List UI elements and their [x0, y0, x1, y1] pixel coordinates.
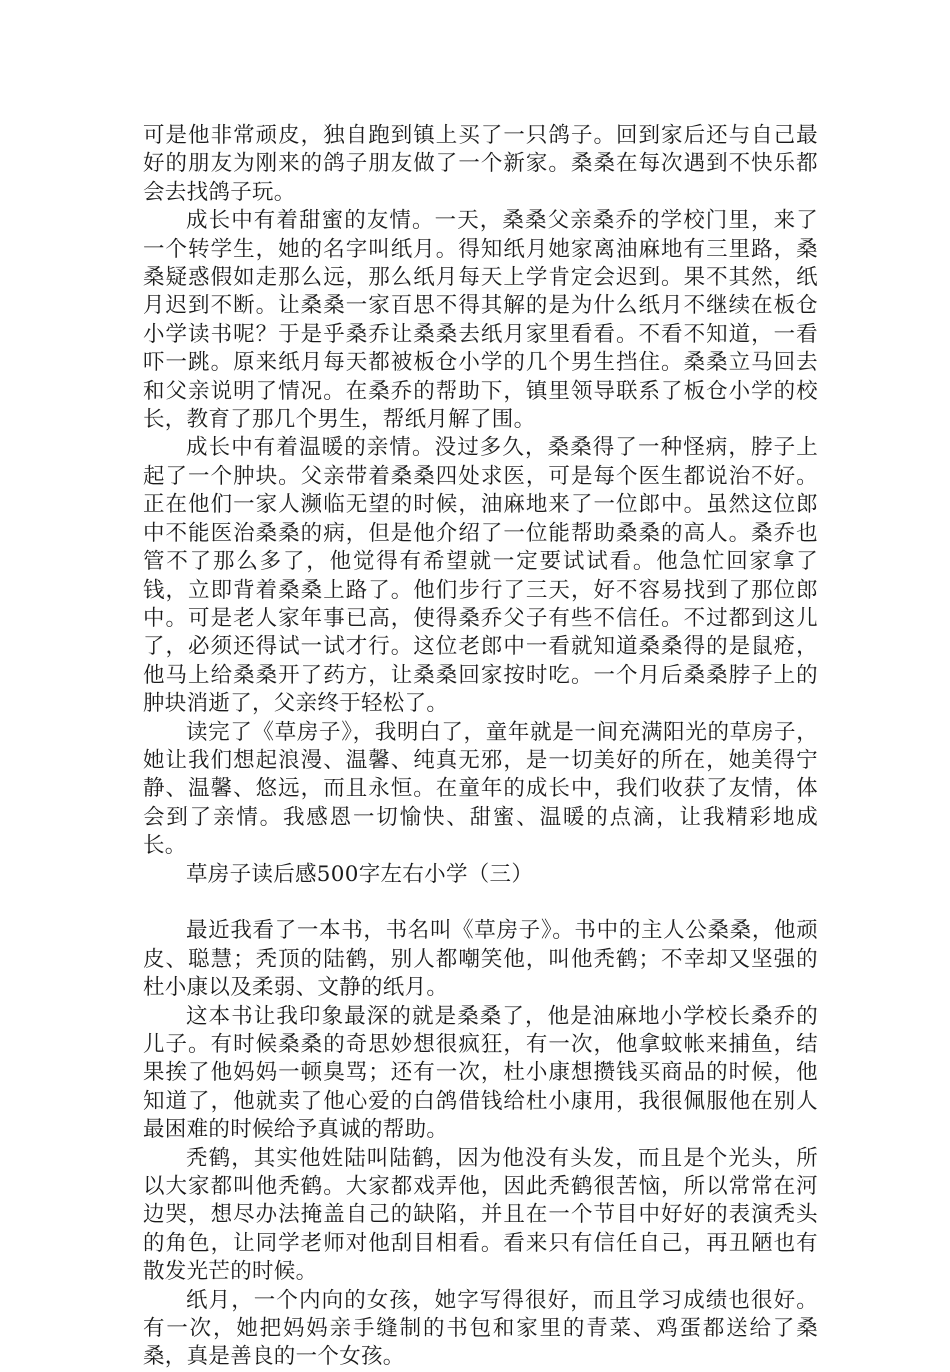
paragraph-continuation: 可是他非常顽皮，独自跑到镇上买了一只鸽子。回到家后还与自己最好的朋友为刚来的鸽子朋友做了一个新家。桑桑在每次遇到不快乐都会去找鸽子玩。 — [143, 123, 818, 205]
paragraph-intro: 最近我看了一本书，书名叫《草房子》。书中的主人公桑桑，他顽皮、聪慧；秃顶的陆鹤，别人都嘲笑他，叫他秃鹤；不幸却又坚强的杜小康以及柔弱、文静的纸月。 — [143, 918, 818, 1001]
blank-line — [143, 889, 818, 917]
section-heading: 草房子读后感500字左右小学（三） — [186, 861, 534, 887]
paragraph-friendship: 成长中有着甜蜜的友情。一天，桑桑父亲桑乔的学校门里，来了一个转学生，她的名字叫纸月。得知纸月她家离油麻地有三里路，桑桑疑惑假如走那么远，那么纸月每天上学肯定会迟到。果不其然，纸月迟到不断。让桑桑一家百思不得其解的是为什么纸月不继续在板仓小学读书呢？于是乎桑乔让桑桑去纸月家里看看。不看不知道，一看吓一跳。原来纸月每天都被板仓小学的几个男生挡住。桑桑立马回去和父亲说明了情况。在桑乔的帮助下，镇里领导联系了板仓小学的校长，教育了那几个男生，帮纸月解了围。 — [143, 208, 818, 433]
paragraph-tuhe: 秃鹤，其实他姓陆叫陆鹤，因为他没有头发，而且是个光头，所以大家都叫他秃鹤。大家都戏弄他，因此秃鹤很苦恼，所以常常在河边哭，想尽办法掩盖自己的缺陷，并且在一个节目中好好的表演秃头的角色，让同学老师对他刮目相看。看来只有信任自己，再丑陋也有散发光芒的时候。 — [143, 1145, 818, 1285]
paragraph-conclusion: 读完了《草房子》，我明白了，童年就是一间充满阳光的草房子，她让我们想起浪漫、温馨、纯真无邪，是一切美好的所在，她美得宁静、温馨、悠远，而且永恒。在童年的成长中，我们收获了友情，体会到了亲情。我感恩一切愉快、甜蜜、温暖的点滴，让我精彩地成长。 — [143, 719, 818, 859]
document-body — [143, 122, 818, 1372]
paragraph-sangsang: 这本书让我印象最深的就是桑桑了，他是油麻地小学校长桑乔的儿子。有时候桑桑的奇思妙想很疯狂，有一次，他拿蚊帐来捕鱼，结果挨了他妈妈一顿臭骂；还有一次，杜小康想攒钱买商品的时候，他知道了，他就卖了他心爱的白鸽借钱给杜小康用，我很佩服他在别人最困难的时候给予真诚的帮助。 — [143, 1003, 818, 1143]
paragraph-family-love: 成长中有着温暖的亲情。没过多久，桑桑得了一种怪病，脖子上起了一个肿块。父亲带着桑桑四处求医，可是每个医生都说治不好。正在他们一家人濒临无望的时候，油麻地来了一位郎中。虽然这位郎中不能医治桑桑的病，但是他介绍了一位能帮助桑桑的高人。桑乔也管不了那么多了，他觉得有希望就一定要试试看。他急忙回家拿了钱，立即背着桑桑上路了。他们步行了三天，好不容易找到了那位郎中。可是老人家年事已高，使得桑乔父子有些不信任。不过都到这儿了，必须还得试一试才行。这位老郎中一看就知道桑桑得的是鼠疮，他马上给桑桑开了药方，让桑桑回家按时吃。一个月后桑桑脖子上的肿块消逝了，父亲终于轻松了。 — [143, 435, 818, 717]
paragraph-zhiyue: 纸月，一个内向的女孩，她字写得很好，而且学习成绩也很好。有一次，她把妈妈亲手缝制的书包和家里的青菜、鸡蛋都送给了桑桑，真是善良的一个女孩。 — [143, 1287, 818, 1370]
